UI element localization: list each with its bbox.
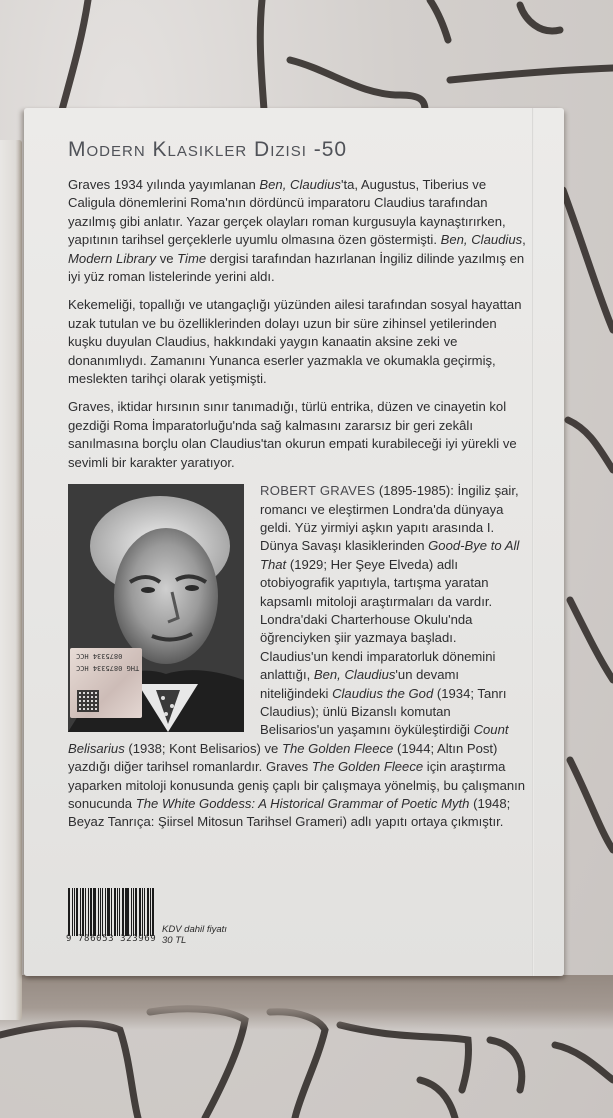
barcode-bar	[144, 888, 145, 936]
barcode-bar	[85, 888, 86, 936]
barcode-bar	[126, 888, 129, 936]
barcode-bar	[119, 888, 120, 936]
barcode-bar	[131, 888, 132, 936]
blurb-paragraph-3	[68, 398, 528, 472]
barcode-bar	[102, 888, 104, 936]
text-run: ve	[156, 250, 178, 266]
barcode-bar	[142, 888, 143, 936]
barcode-bar	[68, 888, 70, 936]
barcode-bar	[76, 888, 79, 936]
barcode-bar	[88, 888, 89, 936]
barcode-area	[68, 888, 368, 948]
barcode-bar	[80, 888, 81, 936]
series-title: Modern Klasikler Dizisi -50	[68, 138, 348, 161]
italic-title: The Golden Fleece	[281, 740, 394, 756]
barcode-bar	[125, 888, 126, 936]
text-run: (1938; Kont Belisarios) ve	[124, 740, 282, 756]
barcode-icon	[68, 888, 156, 936]
italic-title: Count Belisarius	[68, 722, 509, 756]
qr-code-icon	[77, 690, 99, 712]
spine-crease	[532, 108, 534, 976]
barcode-bar	[100, 888, 101, 936]
barcode-bar	[111, 888, 112, 936]
barcode-bar	[98, 888, 99, 936]
barcode-bar	[122, 888, 124, 936]
barcode-bar	[114, 888, 116, 936]
text-run: Graves, iktidar hırsının sınır tanımadığı, türlü entrika, düzen ve cinayetin kol gezdiği Roma İmparatorluğu'nda sağ kalmasını zararsız bir geri zekâlı sanılmasına borçlu olan Claudius'tan okurun empati kurabileceği iyi yürekli ve sevimli bir karakter yaratıyor.	[68, 399, 517, 470]
text-run: (1929; Her Şeye Elveda) adlı otobiyografik yapıtıyla, tartışma yaratan kapsamlı mitoloji araştırmaları da vardır. Londra'daki Charterhouse Okulu'nda öğrenciyken şiir yazmaya başladı. Claudius'un kendi imparatorluk dönemini anlattığı,	[260, 556, 496, 683]
italic-title: Claudius the God	[332, 685, 434, 701]
barcode-bar	[135, 888, 137, 936]
isbn-number: 9 786053 323969	[66, 934, 157, 944]
author-photo	[68, 484, 244, 732]
sticker-code-1: 0875334 HCC	[76, 652, 123, 661]
blurb-paragraphs	[68, 176, 528, 472]
price-block	[162, 924, 227, 946]
barcode-bar	[93, 888, 96, 936]
blurb-paragraph-1	[68, 176, 528, 286]
italic-title: The White Goddess: A Historical Grammar of Poetic Myth	[135, 796, 470, 811]
second-book-edge	[0, 140, 22, 1020]
barcode-bar	[107, 888, 110, 936]
text-run: 'ta, Augustus, Tiberius ve Caligula dönemlerini Roma'nın dördüncü imparatoru Claudius tarafından yazılmış gibi anlatır. Yazar gerçek olayları roman kurgusuyla kaynaştırırken, yapıtının tarihsel gerçeklerle uyumlu olmasına özen göstermişti.	[68, 177, 506, 248]
barcode-bar	[72, 888, 73, 936]
italic-title: Ben, Claudius	[259, 177, 341, 192]
book-back-cover	[24, 108, 564, 976]
italic-title: Modern Library	[68, 250, 157, 266]
italic-title: The Golden Fleece	[311, 759, 424, 775]
text-run: (1948; Beyaz Tanrıça: Şiirsel Mitosun Tarihsel Grameri) adlı yapıtı ortaya çıkmıştır.	[68, 796, 511, 830]
italic-title: Ben, Claudius	[440, 232, 523, 248]
author-section	[68, 482, 528, 832]
price-value: 30 TL	[162, 935, 187, 946]
barcode-bar	[152, 888, 154, 936]
text-run: Kekemeliği, topallığı ve utangaçlığı yüzünden ailesi tarafından sosyal hayattan uzak tutulan ve bu özelliklerinden dolayı uzun bir süre zihinsel yetilerinden kuşku duyulan Claudius, hakkındaki yaygın kanaatin aksine zeki ve donanımlıydı. Zamanını Yunanca eserler yazmakla ve okumakla geçirmiş, meslekten tarihçi olarak yetişmişti.	[68, 297, 522, 387]
author-name: ROBERT GRAVES	[260, 483, 376, 499]
text-run: için araştırma yaparken mitoloji konusunda geniş çaplı bir çalışmaya yönelmiş, bu çalışmanın sonucunda	[68, 759, 526, 811]
text-run: (1895-1985): İngiliz şair, romancı ve eleştirmen Londra'da dünyaya geldi. Yüz yirmiyi aşkın yapıtı arasında I. Dünya Savaşı klasiklerinden	[260, 483, 519, 554]
barcode-bar	[133, 888, 134, 936]
barcode-bar	[74, 888, 75, 936]
cover-content	[68, 138, 528, 832]
italic-title: Good-Bye to All That	[260, 538, 520, 572]
blurb-paragraph-2	[68, 296, 528, 388]
rug-shadow	[0, 975, 613, 1030]
text-run: 'un devamı niteliğindeki	[260, 667, 460, 701]
text-run: ,	[522, 232, 526, 248]
barcode-bar	[139, 888, 141, 936]
text-run: (1934; Tanrı Claudius); ünlü Bizanslı komutan Belisarios'un yaşamını öyküleştirdiği	[260, 685, 507, 738]
barcode-bar	[147, 888, 150, 936]
italic-title: Ben, Claudius	[313, 667, 396, 683]
barcode-bar	[90, 888, 92, 936]
text-run: dergisi tarafından hazırlanan İngiliz dilinde yazılmış en iyi yüz roman listelerinde yerini aldı.	[68, 250, 525, 285]
library-sticker	[70, 648, 142, 718]
barcode-bar	[150, 888, 151, 936]
italic-title: Time	[177, 250, 207, 266]
text-run: Graves 1934 yılında yayımlanan	[68, 177, 260, 192]
barcode-bar	[117, 888, 118, 936]
sticker-code-2: THG 0875334 HCC	[76, 664, 140, 673]
price-label: KDV dahil fiyatı	[162, 924, 227, 935]
text-run: (1944; Altın Post) yazdığı diğer tarihsel romanlardır. Graves	[68, 740, 498, 775]
barcode-bar	[82, 888, 84, 936]
barcode-bar	[105, 888, 106, 936]
